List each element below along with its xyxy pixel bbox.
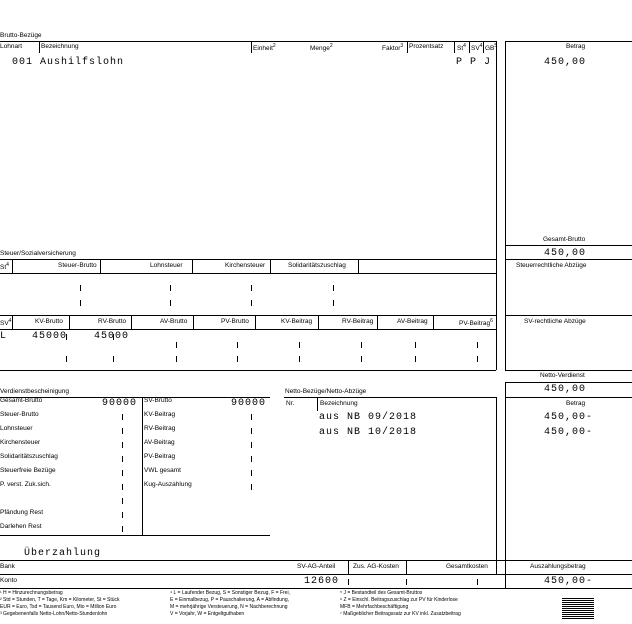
verdienst-left-7-label: Pfändung Rest — [0, 509, 44, 516]
konto-label: Konto — [0, 577, 17, 584]
netto-col-betrag: Betrag — [566, 400, 586, 407]
netto-row-0-betrag: 450,00- — [544, 412, 594, 423]
col-bezeichnung: Bezeichnung — [41, 43, 79, 50]
steuer-abzuege-label: Steuerrechtliche Abzüge — [516, 262, 587, 269]
col-lohnsteuer: Lohnsteuer — [150, 262, 183, 269]
kv-brutto-value: 45000 — [32, 331, 68, 342]
col-betrag: Betrag — [566, 43, 586, 50]
netto-row-0-bez: aus NB 09/2018 — [319, 412, 418, 423]
verdienst-left-2-label: Lohnsteuer — [0, 425, 33, 432]
bank-label: Bank — [0, 563, 15, 570]
verdienst-right-1-label: KV-Beitrag — [144, 411, 176, 418]
verdienst-right-2-label: RV-Beitrag — [144, 425, 176, 432]
footnote-3-2: MFB = Mehrfachbeschäftigung — [340, 604, 409, 610]
steuer-section-title: Steuer/Sozialversicherung — [0, 250, 76, 257]
row-lohnart: 001 — [12, 57, 34, 68]
col-st: St$^4$ — [457, 43, 466, 53]
col-prozentsatz: Prozentsatz — [409, 43, 444, 50]
col-rv-beitrag: RV-Beitrag — [342, 318, 374, 325]
netto-verdienst-label: Netto-Verdienst — [540, 372, 585, 379]
gesamtkosten-label: Gesamtkosten — [446, 563, 488, 570]
footnote-1-2: EUR = Euro, Tsd = Tausend Euro, Mio = Million Euro — [0, 604, 117, 610]
auszahlung-label: Auszahlungsbetrag — [530, 563, 586, 570]
col-soli: Solidaritätszuschlag — [288, 262, 346, 269]
col-steuer-brutto: Steuer-Brutto — [58, 262, 97, 269]
verdienst-left-8-label: Darlehen Rest — [0, 523, 42, 530]
ueberzahlung-text: Überzahlung — [24, 548, 102, 559]
footnote-3-3: ⁷ Maßgeblicher Beitragssatz zur KV inkl. Zusatzbeitrag — [340, 611, 461, 617]
sv-key-value: L — [0, 331, 8, 342]
netto-verdienst-value: 450,00 — [544, 384, 587, 395]
col-av-beitrag: AV-Beitrag — [397, 318, 428, 325]
verdienst-left-3-label: Kirchensteuer — [0, 439, 41, 446]
row-bezeichnung: Aushilfslohn — [40, 57, 125, 68]
col-menge: Menge$^2$ — [310, 43, 333, 53]
footnote-2-3: V = Vorjahr, W = Entgeltguthaben — [170, 611, 245, 617]
gesamt-brutto-value: 450,00 — [544, 248, 587, 259]
footnote-2-0: ⁴ L = Laufender Bezug, S = Sonstiger Bezug, F = Frei, — [170, 590, 290, 596]
verdienst-left-4-label: Solidaritätszuschlag — [0, 453, 58, 460]
col-kv-brutto: KV-Brutto — [35, 318, 63, 325]
sv-abzuege-label: SV-rechtliche Abzüge — [524, 318, 586, 325]
col-pv-beitrag: PV-Beitrag$^6$ — [459, 318, 493, 328]
footnote-3-0: ⁵ J = Bestandteil des Gesamt-Bruttos — [340, 590, 423, 596]
verdienst-left-1-label: Steuer-Brutto — [0, 411, 39, 418]
divider — [505, 41, 632, 42]
verdienst-right-0-label: SV-Brutto — [144, 397, 172, 404]
verdienst-left-5-label: Steuerfreie Bezüge — [0, 467, 56, 474]
col-faktor: Faktor$^3$ — [382, 43, 404, 53]
verdienst-left-0-value: 90000 — [102, 398, 138, 409]
verdienst-left-6-label: P. verst. Zuk.sich. — [0, 481, 51, 488]
auszahlung-value: 450,00- — [544, 576, 594, 587]
row-flags: P P J — [456, 57, 492, 68]
verdienst-right-0-value: 90000 — [231, 398, 267, 409]
sv-ag-anteil-value: 12600 — [304, 576, 340, 587]
col-gb: GB — [485, 45, 495, 53]
col-sv-key: $SV^4$ — [0, 318, 12, 328]
verdienst-right-4-label: PV-Beitrag — [144, 453, 176, 460]
verdienst-right-5-label: VWL gesamt — [144, 467, 181, 474]
col-kv-beitrag: KV-Beitrag — [281, 318, 313, 325]
zus-ag-kosten-label: Zus. AG-Kosten — [353, 563, 399, 570]
footnote-1-3: ³ Gegebenenfalls Netto-Lohn/Netto-Stundenlohn — [0, 611, 108, 617]
footnote-2-1: E = Einmalbezug, P = Pauschalierung, A = Abfindung, — [170, 597, 290, 603]
col-sv: $SV^4$ — [471, 43, 483, 53]
footnote-1-1: ² Std = Stunden, T = Tage, Km = Kilometer, St = Stück — [0, 597, 120, 603]
col-steuerklasse: St$^4$ — [0, 262, 9, 272]
netto-col-nr: Nr. — [286, 400, 295, 407]
sv-ag-anteil-label: SV-AG-Anteil — [297, 563, 336, 570]
footnote-1-0: ¹ H = Hinzurechnungsbetrag — [0, 590, 63, 596]
col-lohnart: Lohnart — [0, 43, 23, 50]
col-rv-brutto: RV-Brutto — [98, 318, 127, 325]
row-betrag: 450,00 — [544, 57, 587, 68]
netto-row-1-betrag: 450,00- — [544, 427, 594, 438]
verdienst-left-0-label: Gesamt-Brutto — [0, 397, 43, 404]
col-einheit: Einheit$^2$ — [253, 43, 276, 53]
netto-col-bez: Bezeichnung — [320, 400, 358, 407]
netto-section-title: Netto-Bezüge/Netto-Abzüge — [285, 388, 367, 395]
verdienst-right-6-label: Kug-Auszahlung — [144, 481, 192, 488]
gesamt-brutto-label: Gesamt-Brutto — [543, 236, 586, 243]
footnote-3-1: ⁶ Z = Einschl. Beitragszuschlag zur PV für Kinderlose — [340, 597, 458, 603]
col-kirchensteuer: Kirchensteuer — [225, 262, 266, 269]
brutto-section-title: Brutto-Bezüge — [0, 32, 42, 39]
netto-row-1-bez: aus NB 10/2018 — [319, 427, 418, 438]
divider — [0, 41, 496, 42]
verdienst-section-title: Verdienstbescheinigung — [0, 388, 70, 395]
footnote-2-2: M = mehrjährige Versteuerung, N = Nachberechnung — [170, 604, 288, 610]
barcode-icon — [562, 598, 594, 620]
col-av-brutto: AV-Brutto — [160, 318, 188, 325]
rv-brutto-value: 45000 — [94, 331, 130, 342]
verdienst-right-3-label: AV-Beitrag — [144, 439, 175, 446]
col-pv-brutto: PV-Brutto — [221, 318, 249, 325]
